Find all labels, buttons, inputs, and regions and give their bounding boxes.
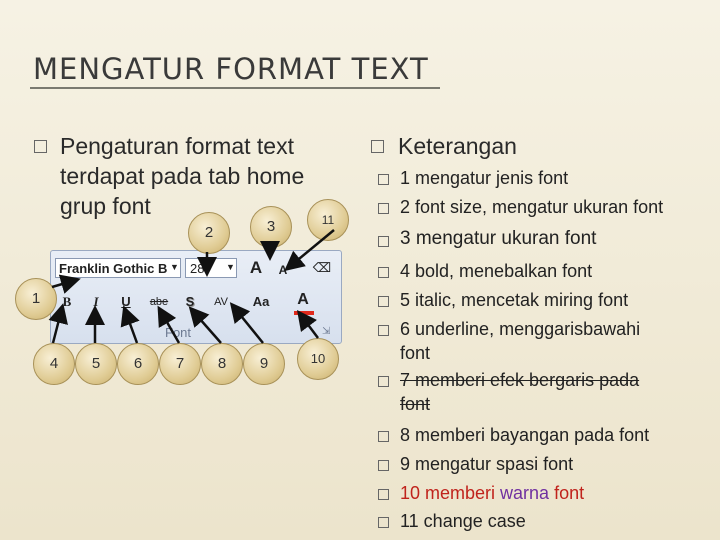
clear-format-icon[interactable]: ⌫: [312, 260, 332, 275]
character-spacing-button[interactable]: AV: [214, 296, 228, 308]
bullet-icon: [378, 296, 389, 307]
chevron-down-icon: ▼: [226, 262, 235, 272]
legend-item-5: 5 italic, mencetak miring font: [400, 290, 629, 310]
callout-10: 10: [297, 338, 339, 380]
legend-item-10: [400, 483, 584, 504]
bullet-icon: [378, 431, 389, 442]
callout-5: 5: [75, 343, 117, 385]
bullet-icon: [378, 203, 389, 214]
legend-item-2: 2 font size, mengatur ukuran font: [400, 197, 664, 217]
legend-item-7: 7 memberi efek bergaris pada: [400, 370, 640, 390]
strikethrough-button[interactable]: abe: [149, 296, 169, 308]
legend-item-6: 6 underline, menggarisbawahi: [400, 319, 641, 339]
shrink-font-button[interactable]: A: [278, 263, 288, 277]
font-group-label: Font: [165, 325, 192, 340]
shadow-button[interactable]: S: [185, 294, 195, 309]
callout-1: 1: [15, 278, 57, 320]
legend-item-11: 11 change case: [400, 511, 526, 531]
bullet-icon: [378, 460, 389, 471]
bullet-icon: [378, 517, 389, 528]
keterangan-heading: Keterangan: [398, 133, 517, 159]
callout-4: 4: [33, 343, 75, 385]
callout-9: 9: [243, 343, 285, 385]
font-size-value: 28: [190, 261, 205, 276]
legend-item-3: 3 mengatur ukuran font: [400, 228, 597, 249]
page-title: MENGATUR FORMAT TEXT: [33, 52, 429, 86]
intro-line-1: Pengaturan format text: [60, 133, 294, 159]
bullet-icon: [378, 325, 389, 336]
legend-item-6-cont: font: [400, 343, 431, 363]
bold-button[interactable]: B: [62, 294, 72, 309]
callout-8: 8: [201, 343, 243, 385]
change-case-button[interactable]: Aa: [252, 294, 270, 309]
legend-item-10-warna: warna: [500, 483, 550, 503]
legend-item-1: 1 mengatur jenis font: [400, 168, 569, 188]
legend-item-9: 9 mengatur spasi font: [400, 454, 574, 474]
grow-font-button[interactable]: A: [249, 258, 263, 277]
font-name-value: Franklin Gothic B: [59, 261, 168, 276]
intro-line-3: grup font: [60, 193, 151, 219]
bullet-icon: [378, 267, 389, 278]
intro-line-2: terdapat pada tab home: [60, 163, 305, 189]
legend-item-10-post: font: [549, 483, 585, 503]
italic-button[interactable]: I: [93, 294, 99, 309]
legend-item-8: 8 memberi bayangan pada font: [400, 425, 650, 445]
bullet-icon: [378, 489, 389, 500]
callout-6: 6: [117, 343, 159, 385]
chevron-down-icon: ▼: [170, 262, 179, 272]
bullet-icon: [378, 174, 389, 185]
legend-item-4: 4 bold, menebalkan font: [400, 261, 593, 281]
bullet-icon: [371, 140, 384, 153]
font-color-button[interactable]: A: [297, 291, 309, 308]
callout-7: 7: [159, 343, 201, 385]
underline-button[interactable]: U: [121, 294, 131, 309]
callout-11: 11: [307, 199, 349, 241]
callout-3: 3: [250, 206, 292, 248]
callout-2: 2: [188, 212, 230, 254]
bullet-icon: [378, 236, 389, 247]
legend-item-7-cont: font: [400, 394, 431, 414]
legend-item-10-pre: 10 memberi: [400, 483, 501, 503]
dialog-launcher-icon[interactable]: ⇲: [322, 326, 331, 337]
bullet-icon: [378, 376, 389, 387]
